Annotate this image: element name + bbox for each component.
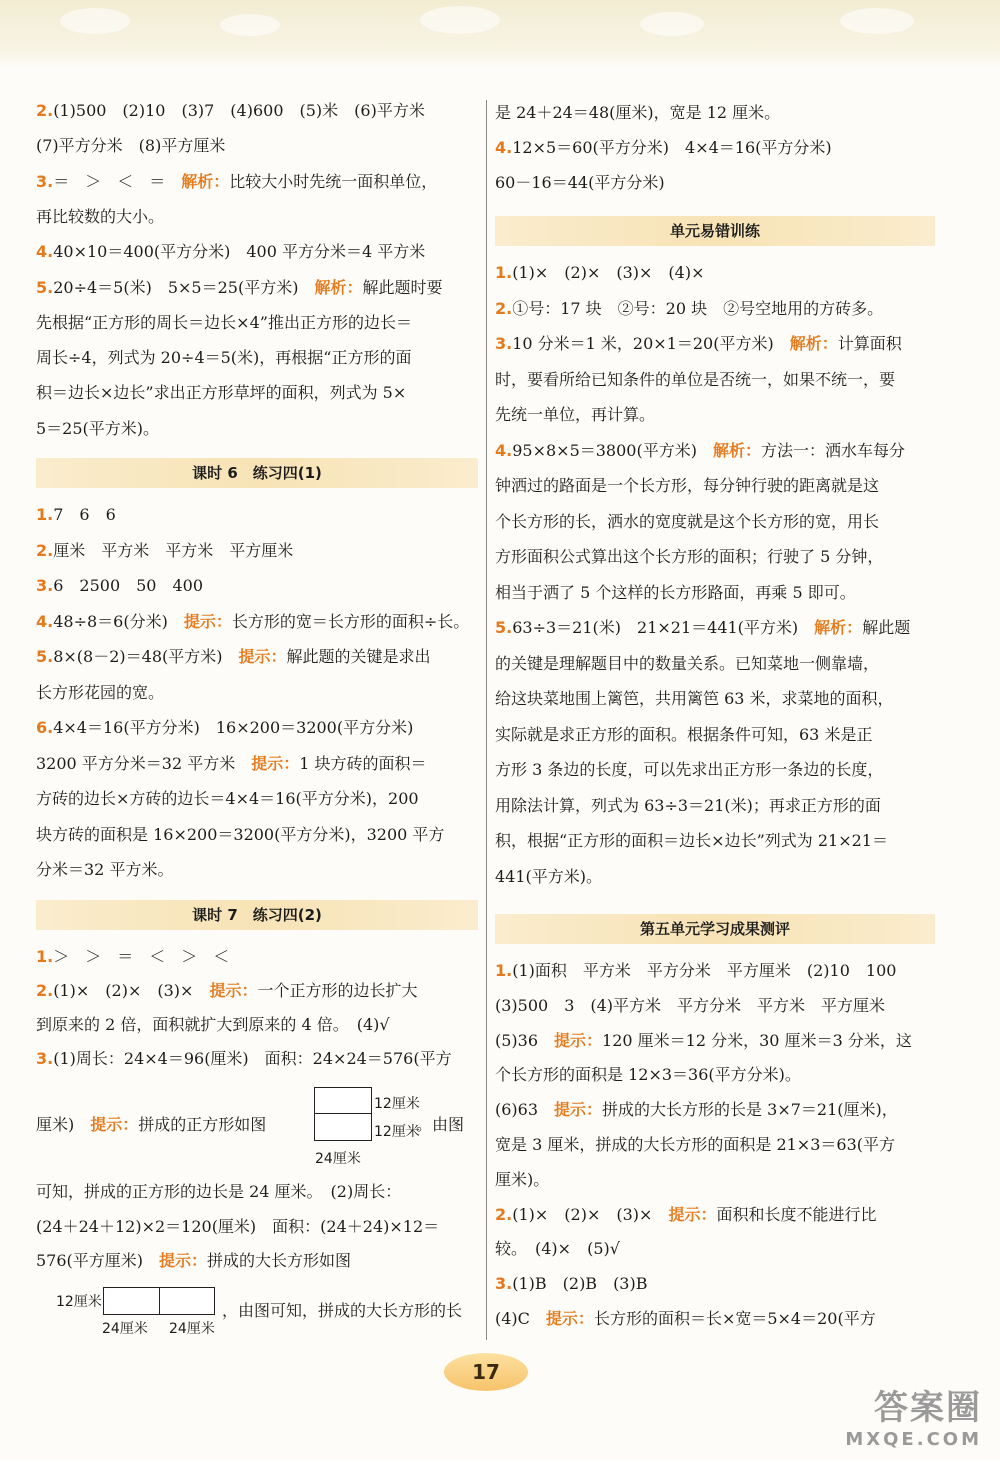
answer-line	[36, 640, 478, 674]
answer-text: 个长方形的面积是 12×3＝36(平方分米)。	[495, 1065, 801, 1085]
answer-text: (1)面积 平方米 平方分米 平方厘米 (2)10 100	[512, 961, 897, 980]
question-number: 2.	[36, 540, 54, 560]
hint-text: 解此题的关键是求出	[286, 647, 431, 666]
hint-text: 长方形的面积＝长×宽＝5×4＝20(平方	[593, 1309, 876, 1328]
section-header-unit5-test: 第五单元学习成果测评	[495, 914, 935, 944]
answer-text: 方形面积公式算出这个长方形的面积；行驶了 5 分钟，	[495, 547, 884, 566]
answer-text: 95×8×5＝3800(平方米)	[512, 440, 713, 460]
answer-text: (5)36	[495, 1030, 555, 1050]
hint-tag: 提示：	[183, 611, 232, 631]
hint-text: 面积和长度不能进行比	[716, 1204, 877, 1224]
hint-tag: 提示：	[554, 1100, 603, 1120]
answer-line	[495, 1024, 935, 1058]
answer-text: 的关键是理解题目中的数量关系。已知菜地一侧靠墙，	[495, 653, 880, 673]
answer-line	[495, 540, 935, 574]
answer-text: (1)周长：24×4＝96(厘米) 面积：24×24＝576(平方	[53, 1049, 452, 1068]
answer-line	[36, 1042, 478, 1076]
answer-line	[495, 860, 935, 894]
answer-text: 48÷8＝6(分米)	[53, 611, 184, 631]
answer-line	[495, 1232, 935, 1266]
answer-line	[495, 824, 935, 858]
answer-text: 可知，拼成的正方形的边长是 24 厘米。 (2)周长：	[36, 1182, 402, 1201]
answer-text: ①号：17 块 ②号：20 块 ②号空地用的方砖多。	[512, 298, 884, 318]
hint-text: 1 块方砖的面积＝	[299, 753, 427, 773]
answer-line	[495, 1128, 935, 1162]
answer-line	[495, 576, 935, 610]
hint-text: 拼成的大长方形如图	[207, 1251, 352, 1270]
answer-line	[495, 611, 935, 645]
answer-line	[36, 818, 478, 852]
answer-text: 10 分米＝1 米，20×1＝20(平方米)	[512, 334, 790, 353]
answer-line	[36, 782, 478, 816]
answer-line	[495, 789, 935, 823]
answer-text: 实际就是求正方形的面积。根据条件可知，63 米是正	[495, 724, 873, 744]
hint-text: 方法一：洒水车每分	[760, 440, 905, 460]
answer-text: 宽是 3 厘米，拼成的大长方形的面积是 21×3＝63(平方	[495, 1135, 895, 1154]
hint-tag: 提示：	[668, 1204, 717, 1224]
answer-line	[36, 676, 478, 710]
watermark-main: 答案圈	[874, 1388, 982, 1428]
answer-text: 积＝边长×边长”求出正方形草坪的面积，列式为 5×	[36, 383, 407, 403]
figure2-bottom-label-2: 24厘米	[169, 1321, 215, 1337]
question-number: 2.	[36, 101, 54, 120]
answer-line	[36, 165, 478, 199]
answer-text: (1)500 (2)10 (3)7 (4)600 (5)米 (6)平方米	[53, 101, 425, 120]
answer-text: (24＋24＋12)×2＝120(厘米) 面积：(24＋24)×12＝	[36, 1216, 440, 1236]
answer-line	[36, 605, 478, 639]
hint-tag: 提示：	[238, 647, 287, 666]
answer-text: (1)× (2)× (3)×	[53, 981, 210, 1000]
hint-text: 解此题	[862, 618, 911, 637]
answer-text: (7)平方分米 (8)平方厘米	[36, 136, 226, 156]
hint-tag: 解析：	[814, 618, 863, 637]
square-figure	[314, 1087, 372, 1141]
hint-text: 长方形的宽＝长方形的面积÷长。	[231, 611, 470, 631]
hint-tag: 解析：	[181, 171, 230, 191]
answer-text: (4)C	[495, 1309, 546, 1328]
answer-text: 60－16＝44(平方分米)	[495, 173, 665, 192]
header-decoration	[0, 0, 1000, 70]
question-number: 4.	[495, 440, 513, 460]
answer-line	[495, 327, 935, 361]
answer-text: 方形 3 条边的长度，可以先求出正方形一条边的长度，	[495, 760, 884, 779]
watermark	[845, 1380, 982, 1450]
answer-line	[495, 363, 935, 397]
answer-text: (6)63	[495, 1100, 555, 1120]
answer-text: 分米＝32 平方米。	[36, 860, 174, 879]
answer-line	[495, 398, 935, 432]
answer-line	[495, 505, 935, 539]
figure2-bottom-label-1: 24厘米	[102, 1321, 148, 1337]
figure1-after: 。由图	[416, 1115, 465, 1134]
answer-line	[36, 94, 478, 128]
answer-text: 先根据“正方形的周长＝边长×4”推出正方形的边长＝	[36, 312, 412, 332]
hint-tag: 提示：	[159, 1251, 208, 1270]
answer-line	[36, 534, 478, 568]
answer-line	[495, 647, 935, 681]
hint-text: 120 厘米＝12 分米，30 厘米＝3 分米，这	[602, 1030, 912, 1050]
answer-text: 积，根据“正方形的面积＝边长×边长”列式为 21×21＝	[495, 831, 888, 850]
answer-text: 20÷4＝5(米) 5×5＝25(平方米)	[53, 277, 315, 297]
answer-line	[36, 711, 478, 745]
question-number: 3.	[36, 171, 54, 191]
hint-text: 解此题时要	[362, 277, 443, 297]
answer-line	[495, 131, 935, 165]
answer-line	[36, 200, 478, 234]
answer-line	[36, 341, 478, 375]
question-number: 4.	[36, 242, 54, 262]
question-number: 1.	[36, 505, 54, 524]
answer-text: 厘米)。	[495, 1169, 550, 1189]
answer-line	[36, 1244, 478, 1278]
answer-text: 4×4＝16(平方分米) 16×200＝3200(平方分米)	[53, 718, 414, 737]
question-number: 5.	[495, 618, 513, 637]
answer-text: 厘米 平方米 平方米 平方厘米	[53, 540, 294, 560]
question-number: 2.	[495, 298, 513, 318]
answer-line	[495, 292, 935, 326]
answer-line	[495, 753, 935, 787]
answer-line	[495, 1058, 935, 1092]
question-number: 1.	[36, 947, 54, 966]
watermark-url: MXQE.COM	[845, 1429, 982, 1450]
question-number: 5.	[36, 647, 54, 666]
answer-line	[36, 129, 478, 163]
rectangle-figure	[103, 1287, 215, 1315]
answer-text: 方砖的边长×方砖的边长＝4×4＝16(平方分米)，200	[36, 789, 419, 808]
answer-line	[36, 1210, 478, 1244]
answer-line	[495, 256, 935, 290]
answer-text: 到原来的 2 倍，面积就扩大到原来的 4 倍。 (4)√	[36, 1015, 390, 1034]
figure1-bottom-label: 24厘米	[315, 1151, 361, 1167]
question-number: 4.	[36, 611, 54, 631]
page-number: 17	[444, 1353, 528, 1391]
answer-text: 8×(8－2)＝48(平方米)	[53, 647, 239, 666]
answer-line	[495, 989, 935, 1023]
answer-text: 时，要看所给已知条件的单位是否统一，如果不统一，要	[495, 369, 896, 389]
hint-text: 比较大小时先统一面积单位，	[229, 171, 438, 191]
figure2-after: ，由图可知，拼成的大长方形的长	[222, 1301, 463, 1320]
hint-text: 计算面积	[837, 334, 902, 353]
answer-text: ＞ ＞ ＝ ＜ ＞ ＜	[53, 947, 230, 966]
answer-text: 是 24＋24＝48(厘米)，宽是 12 厘米。	[495, 103, 781, 122]
answer-text: 较。 (4)× (5)√	[495, 1239, 620, 1259]
answer-line	[495, 718, 935, 752]
hint-tag: 提示：	[251, 753, 300, 773]
hint-text: 一个正方形的边长扩大	[257, 981, 418, 1000]
question-number: 3.	[495, 334, 513, 353]
question-number: 4.	[495, 138, 513, 157]
figure1-caption: 厘米) 提示：拼成的正方形如图	[36, 1115, 267, 1134]
answer-line	[36, 235, 478, 269]
question-number: 6.	[36, 718, 54, 737]
answer-text: 块方砖的面积是 16×200＝3200(平方分米)，3200 平方	[36, 824, 445, 844]
answer-line	[495, 469, 935, 503]
figure2-side-label: 12厘米	[56, 1294, 102, 1310]
hint-tag: 提示：	[545, 1309, 594, 1328]
answer-line	[36, 1175, 478, 1209]
answer-line	[36, 1008, 478, 1042]
answer-text: 40×10＝400(平方分米) 400 平方分米＝4 平方米	[53, 242, 426, 262]
answer-text: 用除法计算，列式为 63÷3＝21(米)；再求正方形的面	[495, 795, 881, 815]
answer-text: 先统一单位，再计算。	[495, 405, 656, 424]
question-number: 2.	[36, 981, 54, 1000]
answer-line	[36, 974, 478, 1008]
answer-text: 给这块菜地围上篱笆，共用篱笆 63 米，求菜地的面积，	[495, 689, 894, 708]
answer-text: 6 2500 50 400	[53, 576, 204, 595]
answer-text: ＝ ＞ ＜ ＝	[53, 171, 182, 191]
answer-text: 长方形花园的宽。	[36, 682, 165, 702]
answer-line	[36, 376, 478, 410]
figure1-side-label-bottom: 12厘米	[374, 1124, 420, 1140]
hint-tag: 提示：	[209, 981, 258, 1000]
answer-text: 576(平方厘米)	[36, 1251, 160, 1270]
question-number: 3.	[36, 1049, 54, 1068]
hint-tag: 解析：	[314, 277, 363, 297]
answer-text: 个长方形的长，洒水的宽度就是这个长方形的宽，用长	[495, 511, 880, 531]
answer-text: 63÷3＝21(米) 21×21＝441(平方米)	[512, 618, 815, 637]
section-header-lesson6: 课时 6 练习四(1)	[36, 458, 478, 488]
hint-tag: 解析：	[789, 334, 838, 353]
answer-text: 441(平方米)。	[495, 866, 603, 886]
hint-tag: 提示：	[554, 1030, 603, 1050]
answer-text: 钟洒过的路面是一个长方形，每分钟行驶的距离就是这	[495, 476, 880, 495]
answer-line	[495, 682, 935, 716]
answer-text: 周长÷4，列式为 20÷4＝5(米)，再根据“正方形的面	[36, 348, 412, 368]
answer-line	[495, 1163, 935, 1197]
answer-line	[36, 569, 478, 603]
answer-line	[495, 434, 935, 468]
section-header-lesson7: 课时 7 练习四(2)	[36, 900, 478, 930]
answer-text: 12×5＝60(平方分米) 4×4＝16(平方分米)	[512, 138, 832, 157]
answer-line	[36, 747, 478, 781]
hint-text: 拼成的大长方形的长是 3×7＝21(厘米)，	[602, 1100, 898, 1120]
answer-text: 5＝25(平方米)。	[36, 418, 160, 438]
answer-line	[495, 166, 935, 200]
answer-line	[36, 940, 478, 974]
hint-tag: 解析：	[712, 440, 761, 460]
answer-line	[495, 1093, 935, 1127]
question-number: 1.	[495, 961, 513, 980]
answer-text: (1)× (2)× (3)× (4)×	[512, 263, 705, 282]
answer-line	[36, 306, 478, 340]
answer-line	[495, 1198, 935, 1232]
question-number: 3.	[36, 576, 54, 595]
figure1-side-label-top: 12厘米	[374, 1096, 420, 1112]
answer-line	[36, 853, 478, 887]
answer-line	[36, 498, 478, 532]
answer-text: (3)500 3 (4)平方米 平方分米 平方米 平方厘米	[495, 995, 886, 1015]
question-number: 1.	[495, 263, 513, 282]
answer-line	[495, 96, 935, 130]
answer-line	[36, 412, 478, 446]
section-header-error-training: 单元易错训练	[495, 216, 935, 246]
answer-line	[36, 271, 478, 305]
answer-text: 再比较数的大小。	[36, 206, 165, 226]
answer-text: 3200 平方分米＝32 平方米	[36, 753, 252, 773]
answer-text: 相当于洒了 5 个这样的长方形路面，再乘 5 即可。	[495, 582, 856, 602]
question-number: 2.	[495, 1204, 513, 1224]
answer-line	[495, 954, 935, 988]
question-number: 5.	[36, 277, 54, 297]
answer-text: 7 6 6	[53, 505, 116, 524]
question-number: 3.	[495, 1274, 513, 1294]
answer-line	[495, 1267, 935, 1301]
column-divider	[486, 100, 487, 1340]
answer-text: (1)B (2)B (3)B	[512, 1274, 648, 1294]
answer-text: (1)× (2)× (3)×	[512, 1204, 669, 1224]
answer-line	[495, 1302, 935, 1336]
